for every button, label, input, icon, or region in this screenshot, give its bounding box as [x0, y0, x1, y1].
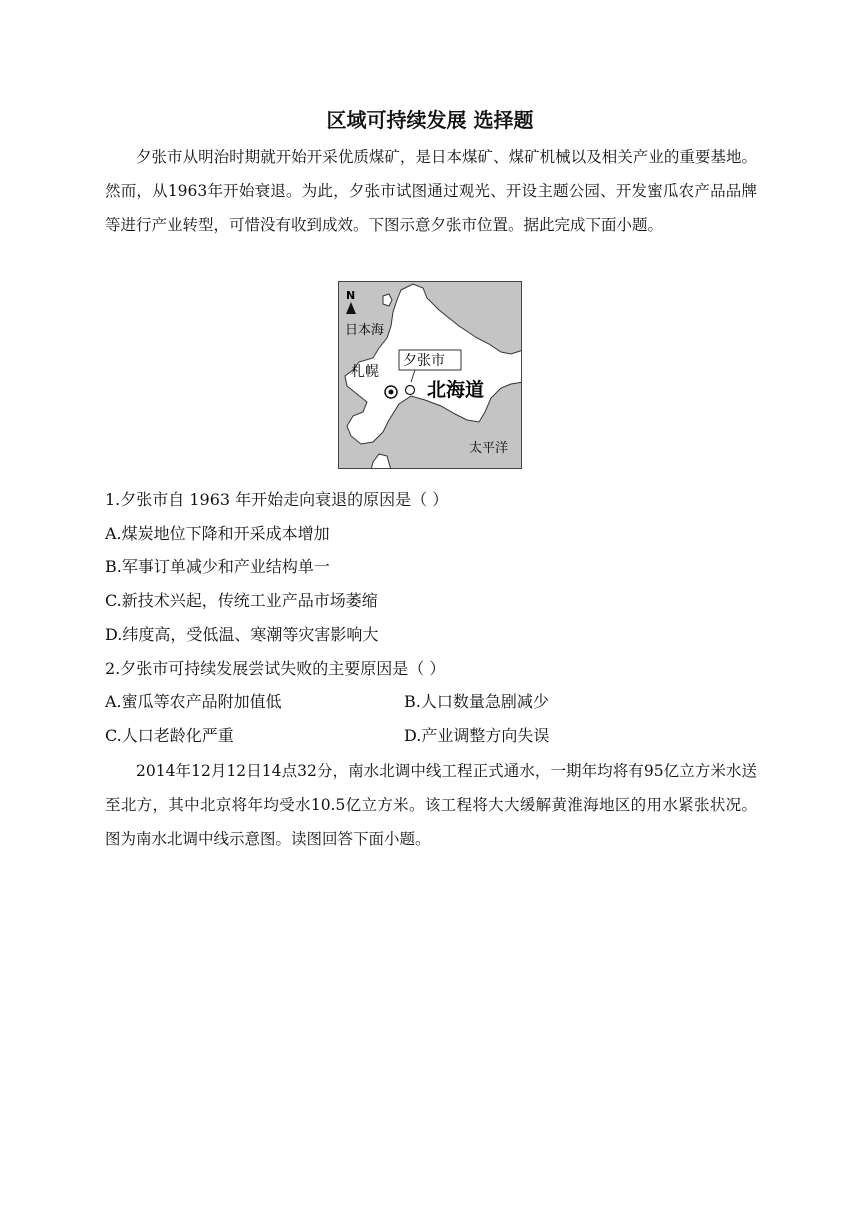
- question-2-option-d: D.产业调整方向失误: [404, 726, 550, 745]
- intro-paragraph-2: 2014年12月12日14点32分，南水北调中线工程正式通水，一期年均将有95亿立方米水送至北方，其中北京将年均受水10.5亿立方米。该工程将大大缓解黄淮海地区的用水紧张状况。图为南水北调中线示意图。读图回答下面小题。: [105, 762, 757, 848]
- question-1-option-c: C.新技术兴起，传统工业产品市场萎缩: [105, 591, 378, 610]
- yubari-label: 夕张市: [403, 353, 445, 369]
- question-1-option-d: D.纬度高，受低温、寒潮等灾害影响大: [105, 625, 379, 644]
- honshu-tip: [371, 454, 391, 469]
- hokkaido-label: 北海道: [427, 379, 485, 401]
- map-graphic: [339, 282, 522, 469]
- question-2-option-b: B.人口数量急剧减少: [404, 692, 549, 711]
- question-1-stem: 1.夕张市自 1963 年开始走向衰退的原因是（ ）: [105, 490, 449, 509]
- question-2-option-a: A.蜜瓜等农产品附加值低: [105, 692, 282, 711]
- hokkaido-map: [338, 281, 522, 469]
- yubari-marker: [406, 386, 415, 395]
- sea-of-japan-label: 日本海: [345, 323, 385, 338]
- pacific-ocean-label: 太平洋: [469, 441, 509, 456]
- rishiri-island: [383, 294, 392, 306]
- north-label: N: [346, 289, 356, 302]
- document-title: 区域可持续发展 选择题: [326, 108, 534, 132]
- sapporo-marker-inner: [389, 390, 394, 395]
- question-1-option-b: B.军事订单减少和产业结构单一: [105, 557, 330, 576]
- question-2-option-c: C.人口老龄化严重: [105, 726, 234, 745]
- question-1-option-a: A.煤炭地位下降和开采成本增加: [105, 524, 330, 543]
- north-arrow-icon: [346, 302, 356, 314]
- sapporo-label: 札幌: [351, 364, 379, 380]
- intro-paragraph-1: 夕张市从明治时期就开始开采优质煤矿，是日本煤矿、煤矿机械以及相关产业的重要基地。然而，从1963年开始衰退。为此，夕张市试图通过观光、开设主题公园、开发蜜瓜农产品品牌等进行产业转型，可惜没有收到成效。下图示意夕张市位置。据此完成下面小题。: [105, 148, 757, 234]
- question-2-stem: 2.夕张市可持续发展尝试失败的主要原因是（ ）: [105, 659, 446, 678]
